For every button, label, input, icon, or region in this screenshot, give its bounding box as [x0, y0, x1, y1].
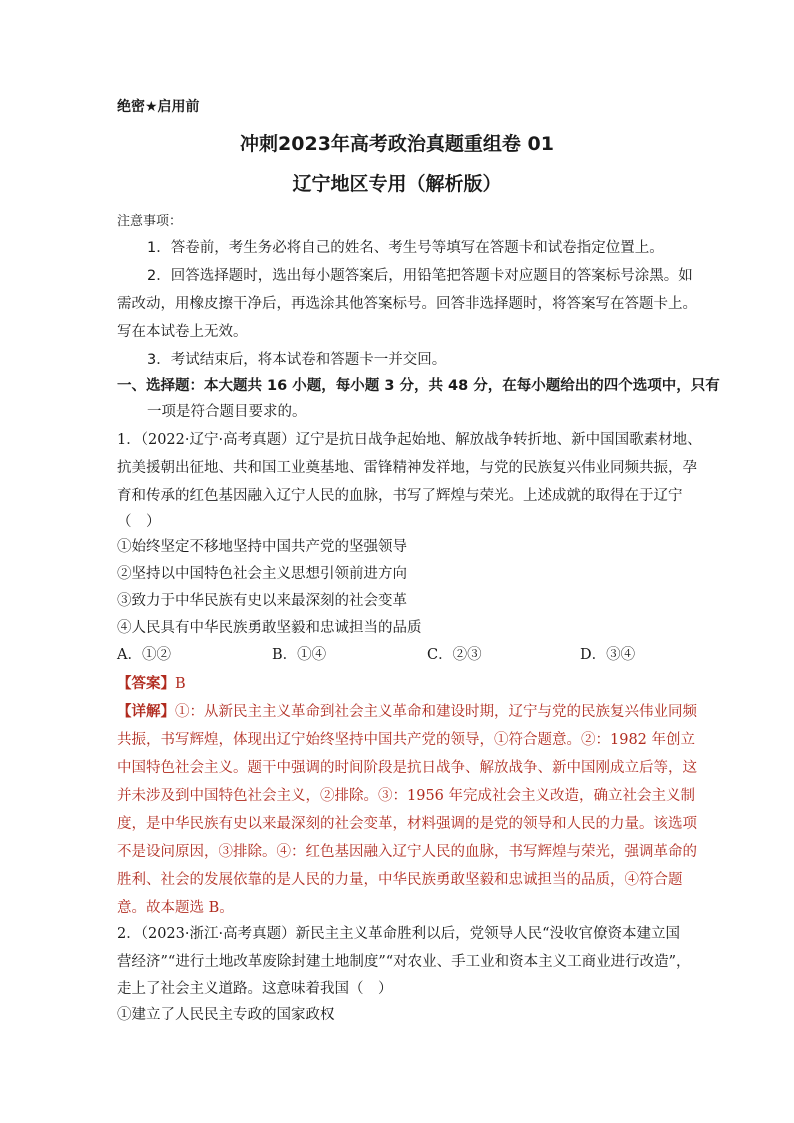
q1-analysis-line: 胜利、社会的发展依靠的是人民的力量，中华民族勇敢坚毅和忠诚担当的品质，④符合题 [117, 872, 683, 888]
answer-label: 【答案】 [117, 676, 175, 692]
note-line: 写在本试卷上无效。 [117, 324, 248, 340]
q1-analysis-line: 度，是中华民族有史以来最深刻的社会变革，材料强调的是党的领导和人民的力量。该选项 [117, 816, 697, 832]
q1-option-d: D．③④ [580, 647, 636, 663]
answer-value: B [175, 676, 186, 692]
q1-item: ③致力于中华民族有史以来最深刻的社会变革 [117, 593, 407, 609]
q1-analysis-line: 意。故本题选 B。 [117, 900, 234, 916]
q1-item: ①始终坚定不移地坚持中国共产党的坚强领导 [117, 539, 407, 555]
analysis-label: 【详解】 [117, 704, 175, 720]
q2-stem-line: 2．（2023·浙江·高考真题）新民主主义革命胜利以后，党领导人民“没收官僚资本建立国 [117, 926, 681, 942]
q2-stem-line: 营经济”“进行土地改革废除封建土地制度”“对农业、手工业和资本主义工商业进行改造”， [117, 954, 691, 970]
confidential-label: 绝密★启用前 [117, 99, 200, 115]
q1-answer [117, 674, 186, 694]
note-line: 需改动，用橡皮擦干净后，再选涂其他答案标号。回答非选择题时，将答案写在答题卡上。 [117, 296, 697, 312]
q1-stem-line: （ ） [117, 514, 161, 530]
q1-option-c: C．②③ [427, 647, 482, 663]
q1-analysis-line: 中国特色社会主义。题干中强调的时间阶段是抗日战争、解放战争、新中国刚成立后等，这 [117, 760, 697, 776]
page-title: 冲刺2023年高考政治真题重组卷 01 [240, 133, 554, 155]
q1-stem-line: 1．（2022·辽宁·高考真题）辽宁是抗日战争起始地、解放战争转折地、新中国国歌素材地、 [117, 432, 702, 448]
q1-analysis-line: 共振，书写辉煌，体现出辽宁始终坚持中国共产党的领导，①符合题意。②：1982 年创立 [117, 732, 696, 748]
note-line: 3．考试结束后，将本试卷和答题卡一并交回。 [147, 352, 447, 368]
q1-option-b: B．①④ [272, 647, 327, 663]
analysis-text: ①：从新民主主义革命到社会主义革命和建设时期，辽宁与党的民族复兴伟业同频 [175, 704, 697, 720]
q1-analysis-line: 并未涉及到中国特色社会主义，②排除。③：1956 年完成社会主义改造，确立社会主义制 [117, 788, 696, 804]
q1-stem-line: 育和传承的红色基因融入辽宁人民的血脉，书写了辉煌与荣光。上述成就的取得在于辽宁 [117, 488, 683, 504]
q1-stem-line: 抗美援朝出征地、共和国工业奠基地、雷锋精神发祥地，与党的民族复兴伟业同频共振，孕 [117, 460, 697, 476]
section-heading-cont: 一项是符合题目要求的。 [147, 404, 307, 420]
q2-item: ①建立了人民民主专政的国家政权 [117, 1007, 335, 1023]
page-subtitle: 辽宁地区专用（解析版） [292, 173, 502, 195]
q1-option-a: A．①② [117, 647, 171, 663]
notes-heading: 注意事项： [117, 214, 183, 229]
note-line: 1．答卷前，考生务必将自己的姓名、考生号等填写在答题卡和试卷指定位置上。 [147, 240, 664, 256]
q1-item: ②坚持以中国特色社会主义思想引领前进方向 [117, 566, 407, 582]
section-heading: 一、选择题：本大题共 16 小题，每小题 3 分，共 48 分，在每小题给出的四个选项中，只有 [117, 378, 720, 394]
q1-analysis-line [117, 702, 697, 722]
note-line: 2．回答选择题时，选出每小题答案后，用铅笔把答题卡对应题目的答案标号涂黑。如 [147, 268, 693, 284]
q1-analysis-line: 不是设问原因，③排除。④：红色基因融入辽宁人民的血脉，书写辉煌与荣光，强调革命的 [117, 844, 697, 860]
q2-stem-line: 走上了社会主义道路。这意味着我国（ ） [117, 981, 393, 997]
q1-item: ④人民具有中华民族勇敢坚毅和忠诚担当的品质 [117, 620, 422, 636]
